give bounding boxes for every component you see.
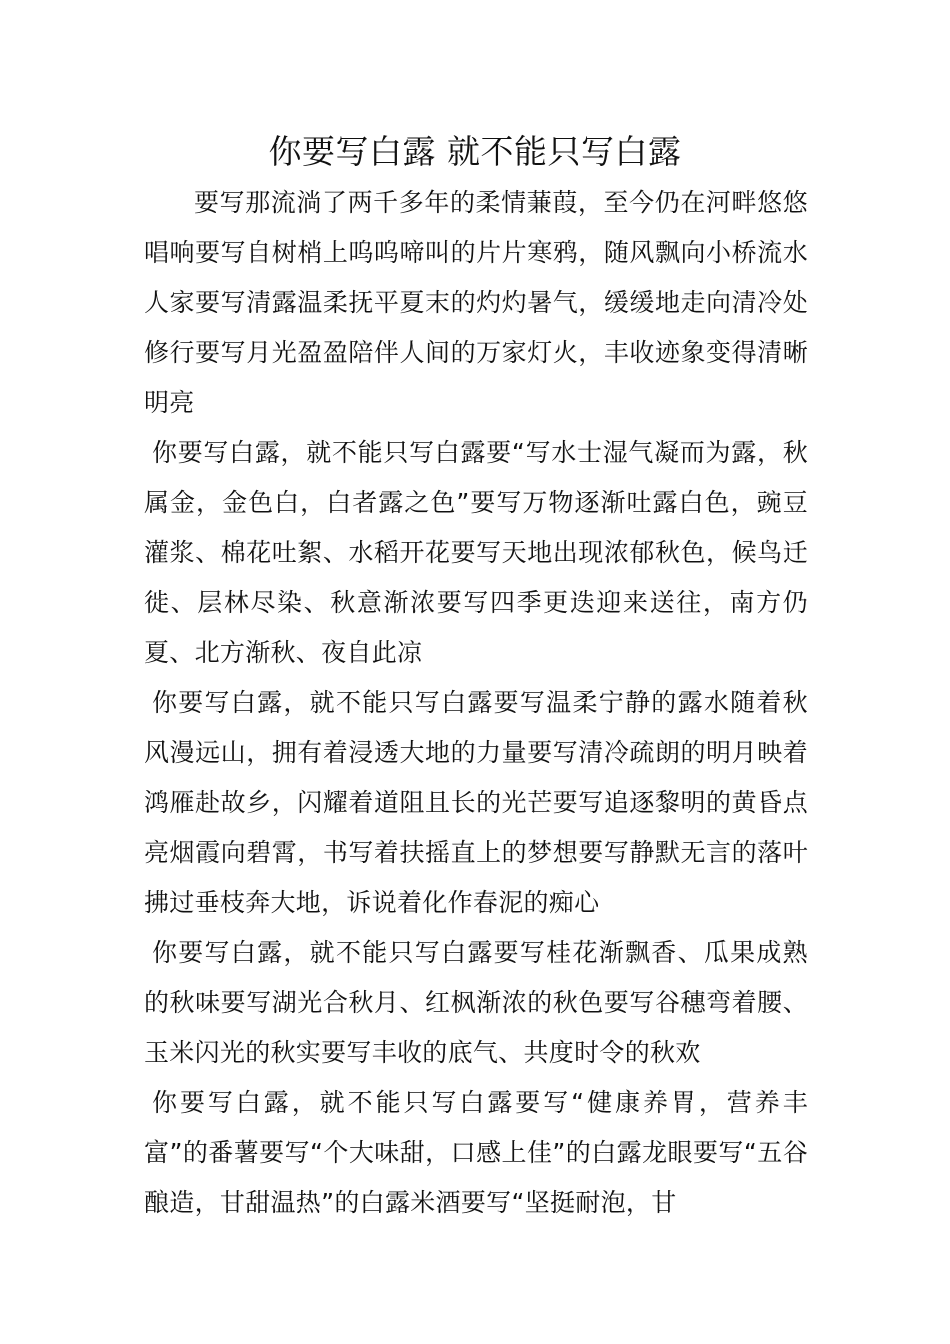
paragraph-2: 你要写白露，就不能只写白露要“写水士湿气凝而为露，秋属金，金色白，白者露之色”要写万物逐渐吐露白色，豌豆灌浆、棉花吐絮、水稻开花要写天地出现浓郁秋色，候鸟迁徙、层林尽染、秋意渐浓要写四季更迭迎来送往，南方仍夏、北方渐秋、夜自此凉 <box>144 438 808 667</box>
page-title: 你要写白露 就不能只写白露 <box>268 132 682 171</box>
paragraph-1: 要写那流淌了两千多年的柔情蒹葭，至今仍在河畔悠悠唱响要写自树梢上呜呜啼叫的片片寒鸦，随风飘向小桥流水人家要写清露温柔抚平夏末的灼灼暑气，缓缓地走向清冷处修行要写月光盈盈陪伴人间的万家灯火，丰收迹象变得清晰明亮 <box>144 188 808 417</box>
paragraph-3: 你要写白露，就不能只写白露要写温柔宁静的露水随着秋风漫远山，拥有着浸透大地的力量要写清冷疏朗的明月映着鸿雁赴故乡，闪耀着道阻且长的光芒要写追逐黎明的黄昏点亮烟霞向碧霄，书写着扶摇直上的梦想要写静默无言的落叶拂过垂枝奔大地，诉说着化作春泥的痴心 <box>144 688 808 917</box>
paragraph-4: 你要写白露，就不能只写白露要写桂花渐飘香、瓜果成熟的秋味要写湖光合秋月、红枫渐浓的秋色要写谷穗弯着腰、玉米闪光的秋实要写丰收的底气、共度时令的秋欢 <box>144 938 808 1067</box>
document-body <box>144 178 808 1228</box>
paragraph-5: 你要写白露，就不能只写白露要写“健康养胃，营养丰富”的番薯要写“个大味甜，口感上佳”的白露龙眼要写“五谷酿造，甘甜温热”的白露米酒要写“坚挺耐泡，甘 <box>144 1088 808 1217</box>
